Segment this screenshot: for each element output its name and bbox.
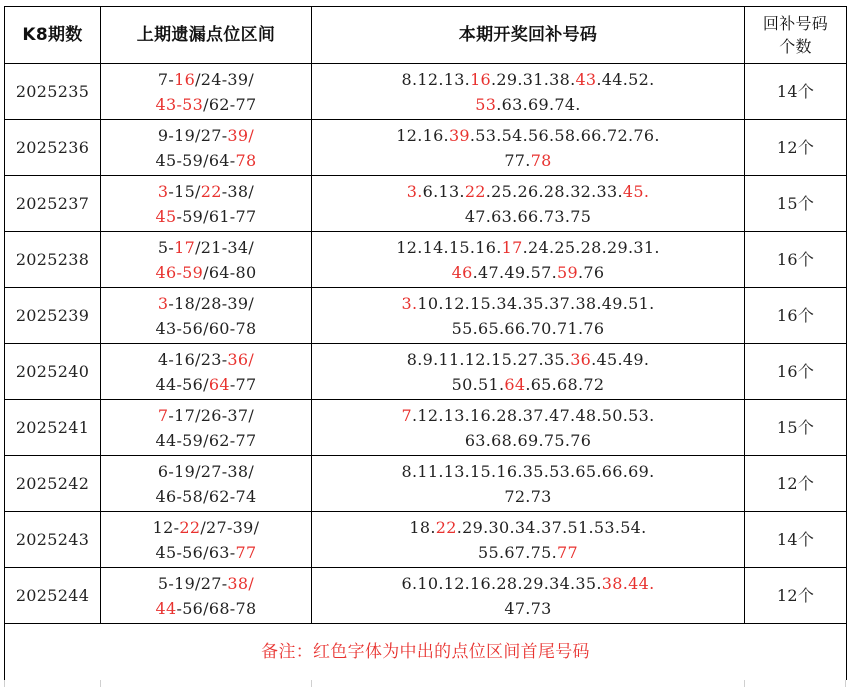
highlight-number: 45 bbox=[155, 206, 177, 226]
highlight-number: 38.44. bbox=[601, 573, 655, 593]
numbers-line bbox=[312, 179, 744, 204]
number-text: 12- bbox=[152, 517, 180, 537]
number-text: /64-80 bbox=[203, 262, 257, 282]
highlight-number: 44 bbox=[155, 598, 177, 618]
table-row bbox=[5, 400, 847, 456]
number-text: .12.13.16.28.37.47.48.50.53. bbox=[411, 405, 655, 425]
highlight-number: 43-53 bbox=[155, 94, 204, 114]
number-text: 18. bbox=[409, 517, 436, 537]
range-cell bbox=[101, 176, 312, 232]
number-text: -56/68-78 bbox=[176, 598, 257, 618]
count-cell: 15个 bbox=[745, 176, 847, 232]
numbers-line bbox=[312, 291, 744, 316]
number-text: .25.26.28.32.33. bbox=[485, 181, 623, 201]
range-line bbox=[101, 235, 311, 260]
number-text: 44-56/ bbox=[155, 374, 209, 394]
number-text: 72.73 bbox=[504, 486, 552, 506]
issue-cell: 2025243 bbox=[5, 512, 101, 568]
highlight-number: 39 bbox=[448, 125, 470, 145]
note-text: 备注：红色字体为中出的点位区间首尾号码 bbox=[5, 624, 847, 681]
count-cell: 16个 bbox=[745, 288, 847, 344]
number-text: .44.52. bbox=[596, 69, 655, 89]
number-text: 45-56/63- bbox=[155, 542, 236, 562]
highlight-number: 17 bbox=[174, 237, 196, 257]
note-row bbox=[5, 624, 847, 681]
highlight-number: 22 bbox=[435, 517, 457, 537]
highlight-number: 22 bbox=[464, 181, 486, 201]
number-text: 9-19/27- bbox=[157, 125, 228, 145]
range-cell bbox=[101, 120, 312, 176]
numbers-cell bbox=[312, 232, 745, 288]
number-text: 77. bbox=[504, 150, 531, 170]
highlight-number: 46 bbox=[451, 262, 473, 282]
range-cell bbox=[101, 512, 312, 568]
numbers-cell bbox=[312, 456, 745, 512]
range-cell bbox=[101, 456, 312, 512]
issue-cell: 2025242 bbox=[5, 456, 101, 512]
range-cell bbox=[101, 288, 312, 344]
issue-cell: 2025238 bbox=[5, 232, 101, 288]
number-text: -59/61-77 bbox=[176, 206, 257, 226]
range-line bbox=[101, 484, 311, 509]
header-count-label: 回补号码 个数 bbox=[762, 14, 829, 56]
table-row bbox=[5, 120, 847, 176]
count-cell: 16个 bbox=[745, 344, 847, 400]
range-line bbox=[101, 123, 311, 148]
highlight-number: 64 bbox=[504, 374, 526, 394]
highlight-number: 17 bbox=[501, 237, 523, 257]
numbers-line bbox=[312, 67, 744, 92]
number-text: -15/ bbox=[168, 181, 201, 201]
number-text: 6-19/27-38/ bbox=[157, 461, 255, 481]
numbers-line bbox=[312, 347, 744, 372]
numbers-line bbox=[312, 596, 744, 621]
table-row bbox=[5, 568, 847, 624]
count-cell: 16个 bbox=[745, 232, 847, 288]
numbers-line bbox=[312, 204, 744, 229]
number-text: 12.14.15.16. bbox=[396, 237, 502, 257]
lottery-table bbox=[4, 6, 847, 680]
table-continuation-lines bbox=[0, 680, 856, 687]
numbers-cell bbox=[312, 344, 745, 400]
header-issue: K8期数 bbox=[5, 7, 101, 64]
range-cell bbox=[101, 232, 312, 288]
range-line bbox=[101, 347, 311, 372]
table-row bbox=[5, 232, 847, 288]
highlight-number: 22 bbox=[179, 517, 201, 537]
issue-cell: 2025240 bbox=[5, 344, 101, 400]
count-cell: 15个 bbox=[745, 400, 847, 456]
numbers-cell bbox=[312, 176, 745, 232]
continuation-line bbox=[744, 680, 745, 687]
numbers-line bbox=[312, 484, 744, 509]
range-line bbox=[101, 515, 311, 540]
numbers-cell bbox=[312, 568, 745, 624]
highlight-number: 38/ bbox=[227, 573, 255, 593]
header-range: 上期遗漏点位区间 bbox=[101, 7, 312, 64]
number-text: .29.31.38. bbox=[491, 69, 576, 89]
highlight-number: 77 bbox=[235, 542, 257, 562]
number-text: 55.65.66.70.71.76 bbox=[451, 318, 605, 338]
numbers-line bbox=[312, 123, 744, 148]
issue-cell: 2025236 bbox=[5, 120, 101, 176]
highlight-number: 59 bbox=[557, 262, 578, 282]
header-row bbox=[5, 7, 847, 64]
highlight-number: 77 bbox=[557, 542, 578, 562]
highlight-number: 39/ bbox=[227, 125, 255, 145]
number-text: 12.16. bbox=[396, 125, 449, 145]
numbers-line bbox=[312, 515, 744, 540]
issue-cell: 2025244 bbox=[5, 568, 101, 624]
number-text: 43-56/60-78 bbox=[155, 318, 257, 338]
count-cell: 12个 bbox=[745, 120, 847, 176]
range-line bbox=[101, 204, 311, 229]
count-cell: 12个 bbox=[745, 568, 847, 624]
number-text: /27-39/ bbox=[200, 517, 260, 537]
table-row bbox=[5, 64, 847, 120]
count-cell: 14个 bbox=[745, 64, 847, 120]
highlight-number: 16 bbox=[470, 69, 492, 89]
header-count bbox=[745, 7, 847, 64]
number-text: 47.63.66.73.75 bbox=[464, 206, 592, 226]
number-text: 50.51. bbox=[451, 374, 505, 394]
number-text: /24-39/ bbox=[195, 69, 255, 89]
count-cell: 14个 bbox=[745, 512, 847, 568]
number-text: 55.67.75. bbox=[477, 542, 558, 562]
issue-cell: 2025235 bbox=[5, 64, 101, 120]
number-text: 5-19/27- bbox=[157, 573, 228, 593]
highlight-number: 46-59 bbox=[155, 262, 204, 282]
highlight-number: 64 bbox=[208, 374, 230, 394]
number-text: 63.68.69.75.76 bbox=[464, 430, 592, 450]
highlight-number: 78 bbox=[530, 150, 552, 170]
number-text: 6.10.12.16.28.29.34.35. bbox=[401, 573, 602, 593]
numbers-line bbox=[312, 260, 744, 285]
number-text: .63.69.74. bbox=[496, 94, 581, 114]
numbers-line bbox=[312, 459, 744, 484]
table-row bbox=[5, 456, 847, 512]
number-text: .47.49.57. bbox=[472, 262, 558, 282]
number-text: .29.30.34.37.51.53.54. bbox=[456, 517, 647, 537]
range-line bbox=[101, 540, 311, 565]
numbers-line bbox=[312, 428, 744, 453]
number-text: /21-34/ bbox=[195, 237, 255, 257]
highlight-number: 3. bbox=[401, 293, 418, 313]
numbers-line bbox=[312, 92, 744, 117]
number-text: 4-16/23- bbox=[157, 349, 228, 369]
range-line bbox=[101, 92, 311, 117]
continuation-line bbox=[311, 680, 312, 687]
number-text: 7- bbox=[157, 69, 175, 89]
number-text: -18/28-39/ bbox=[168, 293, 255, 313]
table-row bbox=[5, 288, 847, 344]
highlight-number: 53 bbox=[475, 94, 497, 114]
numbers-cell bbox=[312, 512, 745, 568]
number-text: .24.25.28.29.31. bbox=[522, 237, 660, 257]
table-body bbox=[5, 64, 847, 624]
numbers-line bbox=[312, 540, 744, 565]
issue-cell: 2025239 bbox=[5, 288, 101, 344]
range-line bbox=[101, 596, 311, 621]
table-row bbox=[5, 344, 847, 400]
number-text: 8.11.13.15.16.35.53.65.66.69. bbox=[401, 461, 655, 481]
highlight-number: 36 bbox=[570, 349, 592, 369]
highlight-number: 16 bbox=[174, 69, 196, 89]
numbers-line bbox=[312, 372, 744, 397]
range-cell bbox=[101, 400, 312, 456]
highlight-number: 45. bbox=[622, 181, 650, 201]
table-row bbox=[5, 512, 847, 568]
range-line bbox=[101, 403, 311, 428]
range-line bbox=[101, 571, 311, 596]
number-text: -77 bbox=[229, 374, 257, 394]
range-cell bbox=[101, 64, 312, 120]
continuation-line bbox=[845, 680, 846, 687]
highlight-number: 3 bbox=[157, 181, 169, 201]
range-line bbox=[101, 179, 311, 204]
number-text: /62-77 bbox=[203, 94, 257, 114]
range-line bbox=[101, 428, 311, 453]
count-cell: 12个 bbox=[745, 456, 847, 512]
number-text: 6.13. bbox=[422, 181, 465, 201]
highlight-number: 43 bbox=[575, 69, 597, 89]
highlight-number: 7 bbox=[401, 405, 412, 425]
numbers-line bbox=[312, 403, 744, 428]
number-text: .76 bbox=[578, 262, 605, 282]
number-text: 8.12.13. bbox=[401, 69, 471, 89]
numbers-cell bbox=[312, 120, 745, 176]
number-text: 8.9.11.12.15.27.35. bbox=[406, 349, 571, 369]
range-line bbox=[101, 148, 311, 173]
range-line bbox=[101, 316, 311, 341]
number-text: 45-59/64- bbox=[155, 150, 236, 170]
issue-cell: 2025241 bbox=[5, 400, 101, 456]
continuation-line bbox=[100, 680, 101, 687]
highlight-number: 3 bbox=[157, 293, 169, 313]
number-text: 46-58/62-74 bbox=[155, 486, 257, 506]
range-cell bbox=[101, 568, 312, 624]
table-row bbox=[5, 176, 847, 232]
highlight-number: 7 bbox=[157, 405, 169, 425]
number-text: 44-59/62-77 bbox=[155, 430, 257, 450]
numbers-line bbox=[312, 316, 744, 341]
range-line bbox=[101, 459, 311, 484]
numbers-cell bbox=[312, 400, 745, 456]
range-line bbox=[101, 260, 311, 285]
number-text: .45.49. bbox=[591, 349, 650, 369]
numbers-line bbox=[312, 235, 744, 260]
number-text: .53.54.56.58.66.72.76. bbox=[469, 125, 660, 145]
number-text: -17/26-37/ bbox=[168, 405, 255, 425]
range-cell bbox=[101, 344, 312, 400]
number-text: -38/ bbox=[221, 181, 255, 201]
highlight-number: 22 bbox=[200, 181, 222, 201]
highlight-number: 78 bbox=[235, 150, 257, 170]
number-text: .65.68.72 bbox=[525, 374, 605, 394]
range-line bbox=[101, 67, 311, 92]
issue-cell: 2025237 bbox=[5, 176, 101, 232]
highlight-number: 36/ bbox=[227, 349, 255, 369]
numbers-line bbox=[312, 571, 744, 596]
highlight-number: 3. bbox=[406, 181, 423, 201]
range-line bbox=[101, 291, 311, 316]
continuation-line bbox=[4, 680, 5, 687]
header-numbers: 本期开奖回补号码 bbox=[312, 7, 745, 64]
number-text: 47.73 bbox=[504, 598, 552, 618]
number-text: 10.12.15.34.35.37.38.49.51. bbox=[417, 293, 655, 313]
numbers-cell bbox=[312, 288, 745, 344]
numbers-cell bbox=[312, 64, 745, 120]
range-line bbox=[101, 372, 311, 397]
number-text: 5- bbox=[157, 237, 175, 257]
numbers-line bbox=[312, 148, 744, 173]
